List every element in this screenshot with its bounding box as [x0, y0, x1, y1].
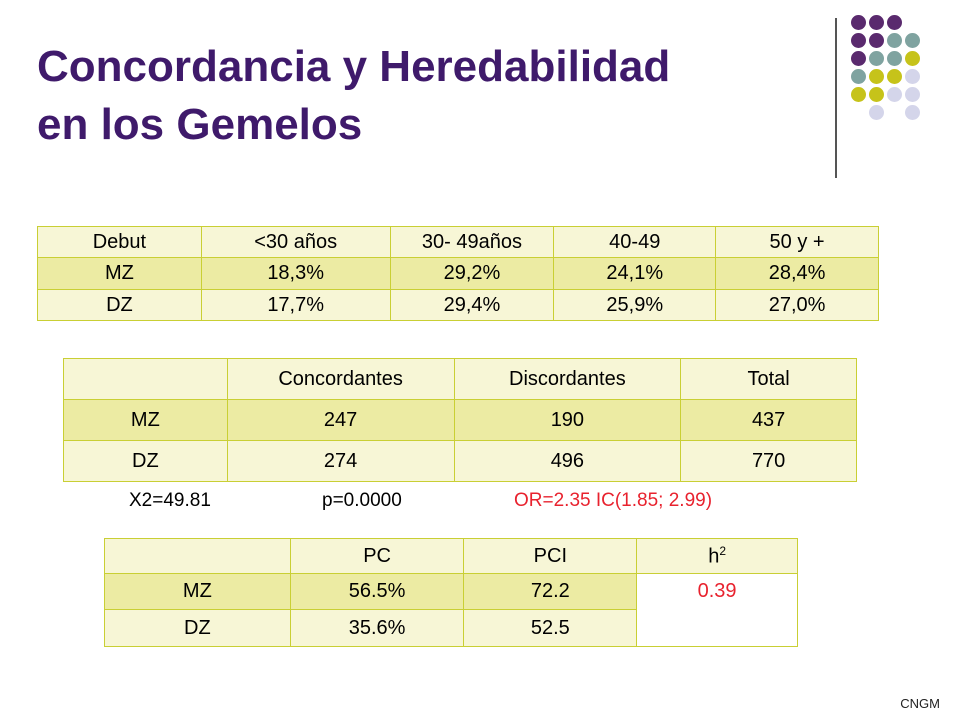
header-cell: 50 y + [716, 227, 879, 258]
table-cell: 27,0% [716, 290, 879, 321]
header-cell: Debut [38, 227, 202, 258]
table-cell: 29,2% [390, 258, 554, 290]
odds-ratio-stat: OR=2.35 IC(1.85; 2.99) [514, 490, 713, 511]
table-cell: 24,1% [554, 258, 716, 290]
table-cell: DZ [38, 290, 202, 321]
header-cell: 30- 49años [390, 227, 554, 258]
header-cell: 40-49 [554, 227, 716, 258]
header-cell: PC [290, 539, 464, 574]
decorative-dot [869, 69, 884, 84]
concordance-table [63, 358, 857, 482]
table-cell: 190 [454, 400, 681, 441]
decorative-dot [905, 33, 920, 48]
decorative-dot [869, 33, 884, 48]
table-row [64, 400, 857, 441]
table-row [38, 258, 879, 290]
table-cell: 56.5% [290, 574, 464, 610]
decorative-dot [869, 105, 884, 120]
decorative-dot [851, 69, 866, 84]
decorative-dot [887, 69, 902, 84]
decorative-dot [851, 51, 866, 66]
title-line-2: en los Gemelos [37, 100, 363, 149]
decorative-dot [869, 87, 884, 102]
table-cell: 29,4% [390, 290, 554, 321]
decorative-dot [869, 15, 884, 30]
decorative-dot [887, 87, 902, 102]
decorative-dot [851, 87, 866, 102]
decorative-dot [887, 15, 902, 30]
chi-square-stat: X2=49.81 [129, 490, 211, 511]
header-cell: Total [681, 359, 857, 400]
header-cell [64, 359, 228, 400]
header-cell: <30 años [201, 227, 390, 258]
header-cell-h2 [637, 539, 798, 574]
decorative-dot [905, 69, 920, 84]
onset-table [37, 226, 879, 321]
table-cell: 247 [227, 400, 454, 441]
table-cell: 17,7% [201, 290, 390, 321]
table-cell: 496 [454, 441, 681, 482]
header-cell: Discordantes [454, 359, 681, 400]
table-cell: DZ [105, 610, 291, 647]
table-cell: 25,9% [554, 290, 716, 321]
table-cell: 18,3% [201, 258, 390, 290]
h-label: h [708, 545, 720, 568]
heritability-table [104, 538, 798, 647]
h-superscript: 2 [719, 543, 726, 558]
table-cell: MZ [105, 574, 291, 610]
title-line-1: Concordancia y Heredabilidad [37, 42, 671, 91]
table-cell: 437 [681, 400, 857, 441]
table-cell: 52.5 [464, 610, 637, 647]
table-cell: MZ [38, 258, 202, 290]
decorative-dot [905, 87, 920, 102]
table-header-row [38, 227, 879, 258]
table-row [105, 574, 798, 610]
decorative-dot [851, 15, 866, 30]
header-cell: PCI [464, 539, 637, 574]
table-row [38, 290, 879, 321]
table-row [64, 441, 857, 482]
p-value-stat: p=0.0000 [322, 490, 402, 511]
decorative-dot [905, 51, 920, 66]
table-header-row [105, 539, 798, 574]
decorative-dot [887, 51, 902, 66]
table-cell: 72.2 [464, 574, 637, 610]
heritability-value: 0.39 [637, 574, 798, 647]
footer-label: CNGM [900, 696, 940, 711]
header-cell [105, 539, 291, 574]
table-cell: 28,4% [716, 258, 879, 290]
decorative-dot [905, 105, 920, 120]
vertical-divider [835, 18, 837, 178]
table-cell: 274 [227, 441, 454, 482]
page-title [37, 38, 817, 154]
decorative-dot [887, 33, 902, 48]
decorative-dot [851, 33, 866, 48]
decorative-dot [869, 51, 884, 66]
table-header-row [64, 359, 857, 400]
table-cell: MZ [64, 400, 228, 441]
table-cell: DZ [64, 441, 228, 482]
table-cell: 35.6% [290, 610, 464, 647]
table-cell: 770 [681, 441, 857, 482]
header-cell: Concordantes [227, 359, 454, 400]
